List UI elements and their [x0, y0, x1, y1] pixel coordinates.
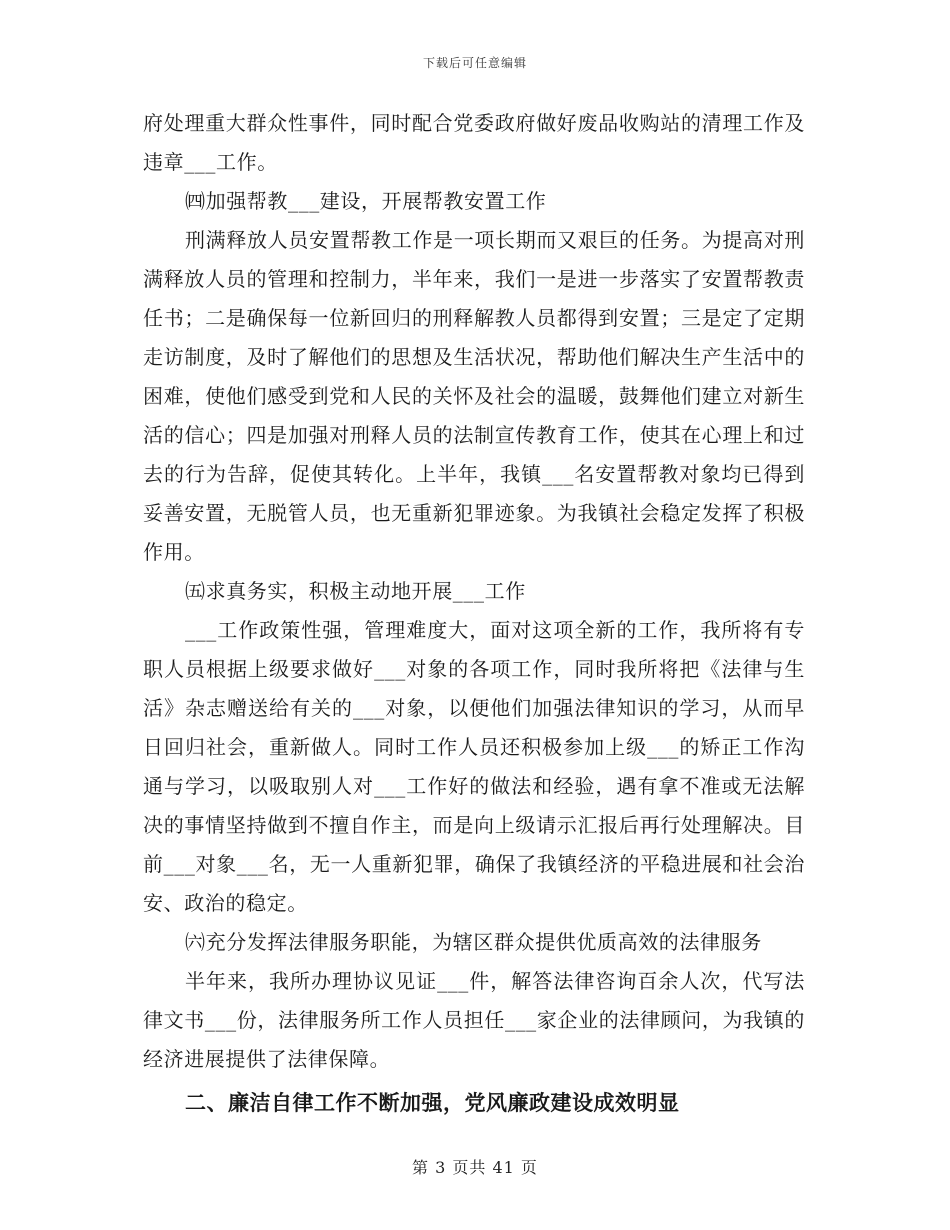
- paragraph-resettlement: 刑满释放人员安置帮教工作是一项长期而又艰巨的任务。为提高对刑满释放人员的管理和控制力，半年来，我们一是进一步落实了安置帮教责任书；二是确保每一位新回归的刑释解教人员都得到安置；三是定了定期走访制度，及时了解他们的思想及生活状况，帮助他们解决生产生活中的困难，使他们感受到党和人民的关怀及社会的温暖，鼓舞他们建立对新生活的信心；四是加强对刑释人员的法制宣传教育工作，使其在心理上和过去的行为告辞，促使其转化。上半年，我镇___名安置帮教对象均已得到妥善安置，无脱管人员，也无重新犯罪迹象。为我镇社会稳定发挥了积极作用。: [143, 228, 805, 564]
- subsection-title-6: ㈥充分发挥法律服务职能，为辖区群众提供优质高效的法律服务: [185, 930, 762, 954]
- document-body: [143, 104, 805, 1123]
- page-header: 下载后可任意编辑: [422, 56, 527, 70]
- page-footer: 第 3 页共 41 页: [412, 1158, 538, 1177]
- subsection-title-4: ㈣加强帮教___建设，开展帮教安置工作: [185, 189, 547, 213]
- paragraph-work-policy: ___工作政策性强，管理难度大，面对这项全新的工作，我所将有专职人员根据上级要求做好___对象的各项工作，同时我所将把《法律与生活》杂志赠送给有关的___对象，以便他们加强法律知识的学习，从而早日回归社会，重新做人。同时工作人员还积极参加上级___的矫正工作沟通与学习，以吸取别人对___工作好的做法和经验，遇有拿不准或无法解决的事情坚持做到不擅自作主，而是向上级请示汇报后再行处理解决。目前___对象___名，无一人重新犯罪，确保了我镇经济的平稳进展和社会治安、政治的稳定。: [143, 618, 805, 915]
- paragraph-continuation: 府处理重大群众性事件，同时配合党委政府做好废品收购站的清理工作及违章___工作。: [143, 111, 805, 174]
- section-heading: 二、廉洁自律工作不断加强，党风廉政建设成效明显: [185, 1091, 680, 1115]
- subsection-title-5: ㈤求真务实，积极主动地开展___工作: [185, 579, 526, 603]
- paragraph-legal-service: 半年来，我所办理协议见证___件，解答法律咨询百余人次，代写法律文书___份，法律服务所工作人员担任___家企业的法律顾问，为我镇的经济进展提供了法律保障。: [143, 969, 805, 1071]
